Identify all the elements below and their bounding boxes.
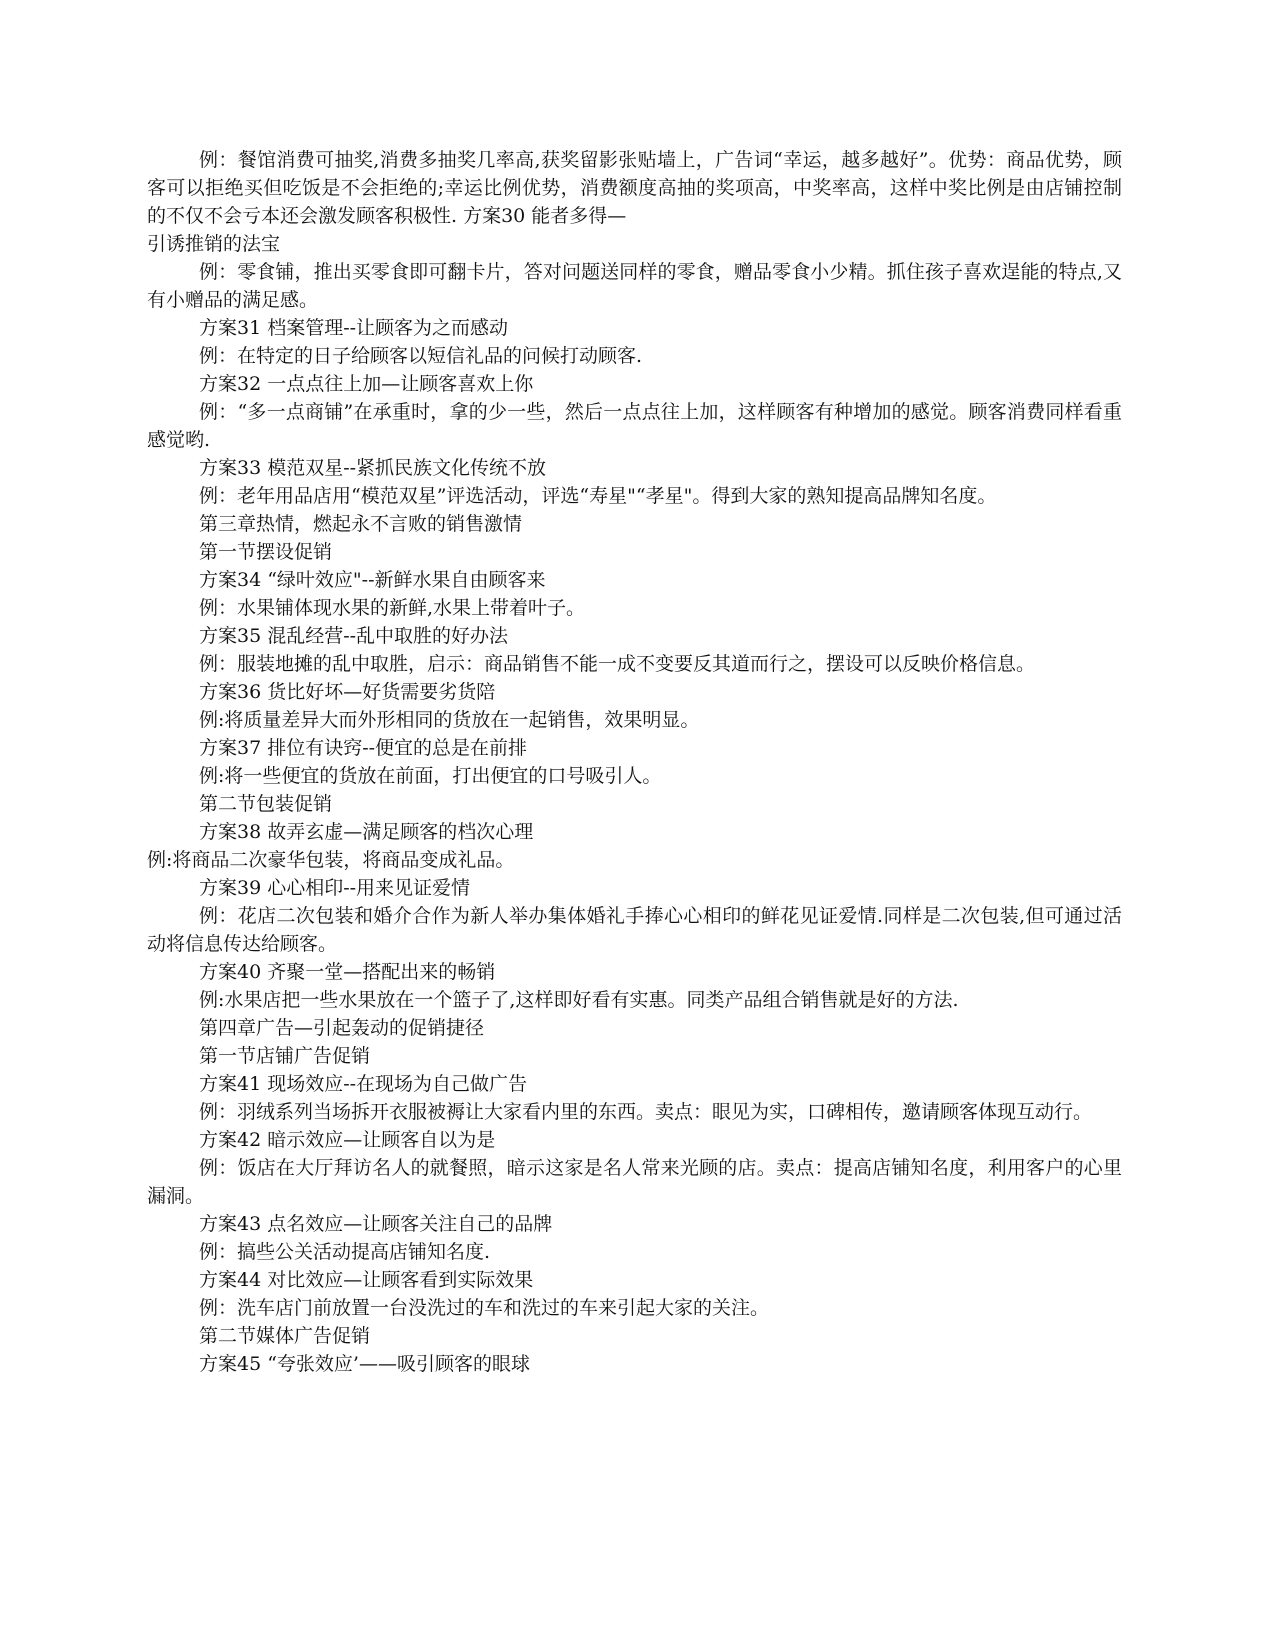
section-heading: 方案35 混乱经营--乱中取胜的好办法: [199, 625, 509, 647]
section-heading: 方案36 货比好坏—好货需要劣货陪: [199, 681, 496, 703]
paragraph: 例：零食铺，推出买零食即可翻卡片，答对问题送同样的零食，赠品零食小少精。抓住孩子喜欢逞能的特点,又有小赠品的满足感。: [147, 261, 1122, 311]
section-heading: 方案45 “夸张效应’——吸引顾客的眼球: [199, 1353, 530, 1375]
subsection-heading: 第一节店铺广告促销: [199, 1045, 371, 1067]
subsection-heading: 第二节媒体广告促销: [199, 1325, 371, 1347]
chapter-heading: 第三章热情，燃起永不言败的销售激情: [199, 513, 523, 535]
paragraph: 例：老年用品店用“模范双星”评选活动，评选“寿星"“孝星"。得到大家的熟知提高品牌知名度。: [199, 485, 997, 507]
paragraph: 引诱推销的法宝: [147, 233, 281, 255]
paragraph: 例：羽绒系列当场拆开衣服被褥让大家看内里的东西。卖点：眼见为实，口碑相传，邀请顾客体现互动行。: [199, 1101, 1093, 1123]
section-heading: 方案33 模范双星--紧抓民族文化传统不放: [199, 457, 547, 479]
section-heading: 方案41 现场效应--在现场为自己做广告: [199, 1073, 528, 1095]
paragraph: 例：饭店在大厅拜访名人的就餐照，暗示这家是名人常来光顾的店。卖点：提高店铺知名度，利用客户的心里漏洞。: [147, 1157, 1122, 1207]
section-heading: 方案40 齐聚一堂—搭配出来的畅销: [199, 961, 496, 983]
paragraph: 例：服装地摊的乱中取胜，启示：商品销售不能一成不变要反其道而行之，摆设可以反映价格信息。: [199, 653, 1036, 675]
document-body: [147, 146, 1122, 1378]
paragraph: 例:水果店把一些水果放在一个篮子了,这样即好看有实惠。同类产品组合销售就是好的方法.: [199, 989, 959, 1011]
paragraph: 例：水果铺体现水果的新鲜,水果上带着叶子。: [199, 597, 586, 619]
section-heading: 方案44 对比效应—让顾客看到实际效果: [199, 1269, 534, 1291]
chapter-heading: 第四章广告—引起轰动的促销捷径: [199, 1017, 485, 1039]
paragraph: 例:将商品二次豪华包装，将商品变成礼品。: [147, 849, 515, 871]
section-heading: 方案38 故弄玄虚—满足顾客的档次心理: [199, 821, 534, 843]
paragraph: 例:将一些便宜的货放在前面，打出便宜的口号吸引人。: [199, 765, 662, 787]
subsection-heading: 第二节包装促销: [199, 793, 333, 815]
paragraph: 例：“多一点商铺”在承重时，拿的少一些，然后一点点往上加，这样顾客有种增加的感觉。顾客消费同样看重感觉哟.: [147, 401, 1122, 451]
section-heading: 方案34 “绿叶效应"--新鲜水果自由顾客来: [199, 569, 546, 591]
section-heading: 方案43 点名效应—让顾客关注自己的品牌: [199, 1213, 553, 1235]
paragraph: 例:将质量差异大而外形相同的货放在一起销售，效果明显。: [199, 709, 700, 731]
section-heading: 方案37 排位有诀窍--便宜的总是在前排: [199, 737, 528, 759]
paragraph: 例：花店二次包装和婚介合作为新人举办集体婚礼手捧心心相印的鲜花见证爱情.同样是二次包装,但可通过活动将信息传达给顾客。: [147, 905, 1122, 955]
section-heading: 方案31 档案管理--让顾客为之而感动: [199, 317, 509, 339]
section-heading: 方案42 暗示效应—让顾客自以为是: [199, 1129, 496, 1151]
paragraph: 例：搞些公关活动提高店铺知名度.: [199, 1241, 491, 1263]
paragraph: 例：在特定的日子给顾客以短信礼品的问候打动顾客.: [199, 345, 643, 367]
subsection-heading: 第一节摆设促销: [199, 541, 333, 563]
section-heading: 方案39 心心相印--用来见证爱情: [199, 877, 471, 899]
section-heading: 方案32 一点点往上加—让顾客喜欢上你: [199, 373, 534, 395]
paragraph: 例：餐馆消费可抽奖,消费多抽奖几率高,获奖留影张贴墙上，广告词“幸运，越多越好”。优势：商品优势，顾客可以拒绝买但吃饭是不会拒绝的;幸运比例优势，消费额度高抽的奖项高，中奖率高，这样中奖比例是由店铺控制的不仅不会亏本还会激发顾客积极性. 方案30 能者多得—: [147, 149, 1122, 227]
paragraph: 例：洗车店门前放置一台没洗过的车和洗过的车来引起大家的关注。: [199, 1297, 770, 1319]
